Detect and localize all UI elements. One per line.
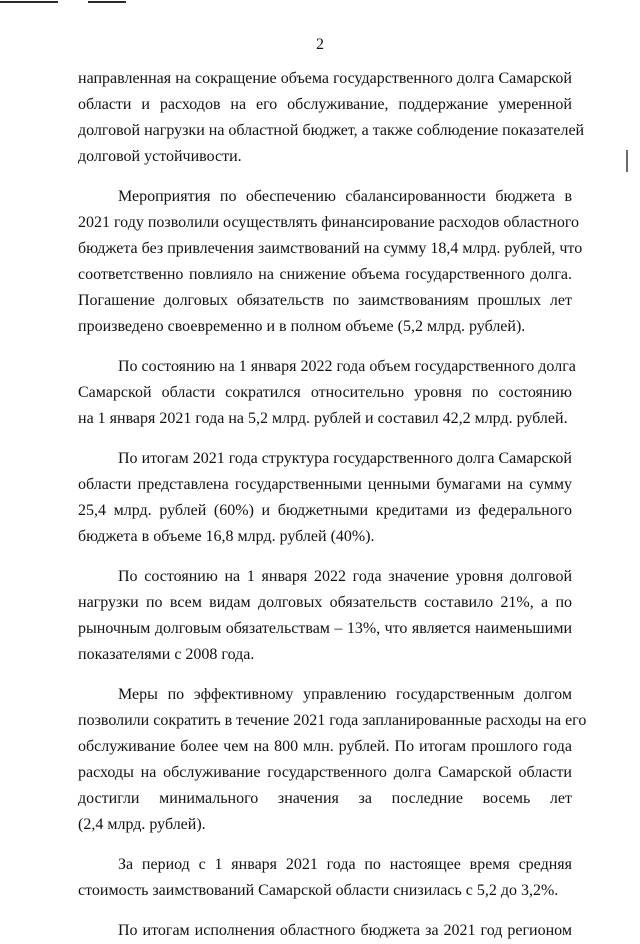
text-line: бюджета без привлечения заимствований на сумму 18,4 млрд. рублей, что — [78, 240, 583, 257]
text-line: направленная на сокращение объема государственного долга Самарской — [78, 70, 572, 87]
paragraph — [78, 354, 576, 432]
paragraph — [78, 918, 572, 944]
text-line: рыночным долговым обязательствам – 13%, что является наименьшими — [78, 620, 572, 637]
scan-mark-top-left — [0, 1, 58, 3]
text-line: (2,4 млрд. рублей). — [78, 816, 206, 833]
text-line: достигли минимального значения за последние восемь лет — [78, 790, 572, 807]
text-line: По итогам исполнения областного бюджета за 2021 год регионом — [118, 922, 572, 939]
text-line: стоимость заимствований Самарской области снизилась с 5,2 до 3,2%. — [78, 882, 559, 899]
text-line: долговой нагрузки на областной бюджет, а также соблюдение показателей — [78, 122, 585, 139]
text-line: За период с 1 января 2021 года по настоящее время средняя — [118, 856, 572, 873]
paragraph — [78, 852, 572, 904]
paragraph — [78, 446, 572, 550]
text-line: позволили сократить в течение 2021 года запланированные расходы на его — [78, 712, 587, 729]
paragraph — [78, 184, 583, 340]
text-line: По состоянию на 1 января 2022 года значение уровня долговой — [118, 568, 572, 585]
text-line: долговой устойчивости. — [78, 148, 242, 165]
text-line: показателями с 2008 года. — [78, 646, 255, 663]
text-line: произведено своевременно и в полном объеме (5,2 млрд. рублей). — [78, 318, 526, 335]
text-line: 2021 году позволили осуществлять финансирование расходов областного — [78, 214, 579, 231]
text-line: обслуживание более чем на 800 млн. рублей. По итогам прошлого года — [78, 738, 572, 755]
text-line: По итогам 2021 года структура государственного долга Самарской — [118, 450, 572, 467]
scan-mark-top-middle — [88, 1, 126, 3]
paragraph — [78, 682, 587, 838]
text-line: Мероприятия по обеспечению сбалансированности бюджета в — [118, 188, 572, 205]
text-line: нагрузки по всем видам долговых обязательств составило 21%, а по — [78, 594, 572, 611]
text-line: Меры по эффективному управлению государственным долгом — [118, 686, 572, 703]
page-number: 2 — [316, 36, 324, 53]
text-line: на 1 января 2021 года на 5,2 млрд. рублей и составил 42,2 млрд. рублей. — [78, 410, 568, 427]
text-line: 25,4 млрд. рублей (60%) и бюджетными кредитами из федерального — [78, 502, 572, 519]
text-line: соответственно повлияло на снижение объема государственного долга. — [78, 266, 572, 283]
text-line: Погашение долговых обязательств по заимствованиям прошлых лет — [78, 292, 572, 309]
text-line: По состоянию на 1 января 2022 года объем государственного долга — [118, 358, 576, 375]
text-line: бюджета в объеме 16,8 млрд. рублей (40%). — [78, 528, 375, 545]
paragraph — [78, 66, 585, 170]
paragraph — [78, 564, 572, 668]
text-line: Самарской области сократился относительно уровня по состоянию — [78, 384, 572, 401]
document-body — [78, 66, 587, 944]
text-line: области представлена государственными ценными бумагами на сумму — [78, 476, 572, 493]
scan-mark-right-edge — [626, 150, 628, 172]
text-line: области и расходов на его обслуживание, поддержание умеренной — [78, 96, 572, 113]
text-line: расходы на обслуживание государственного долга Самарской области — [78, 764, 572, 781]
